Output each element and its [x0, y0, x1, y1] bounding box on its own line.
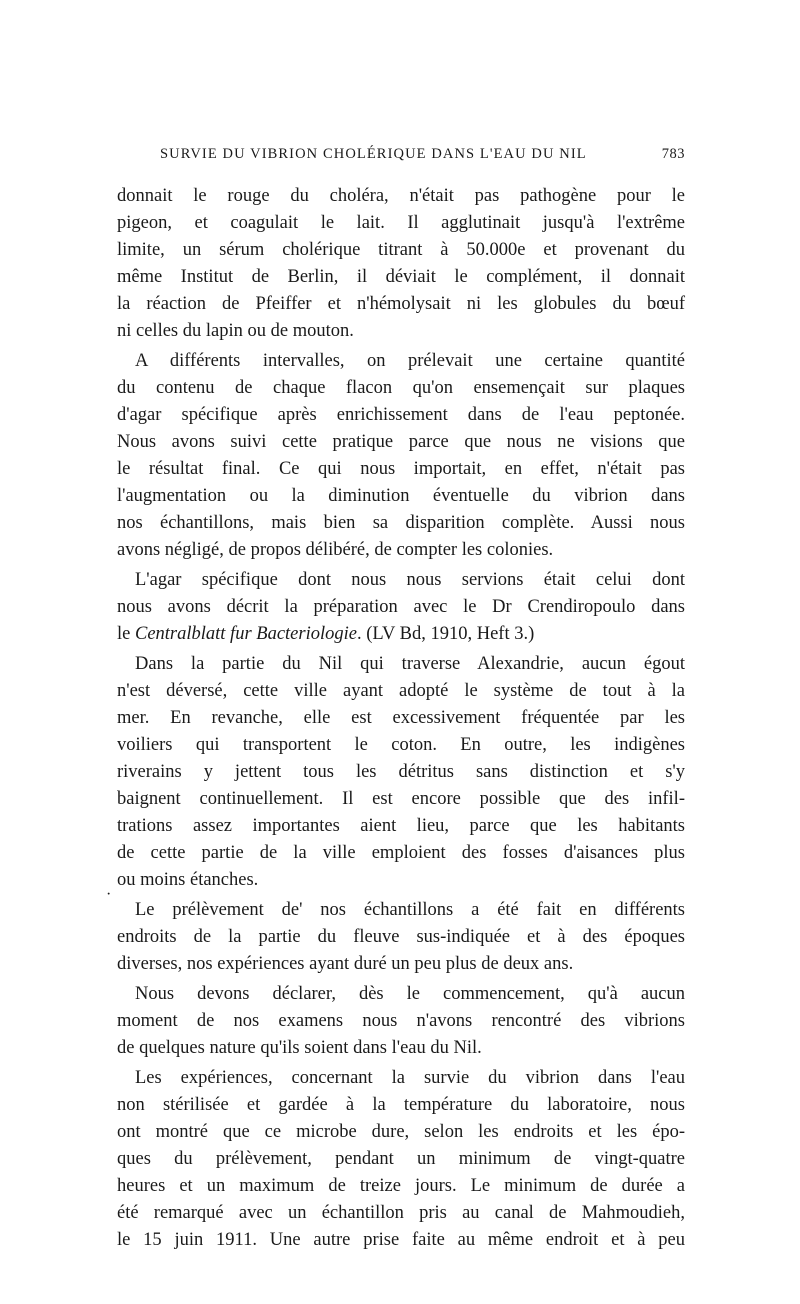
- text-line: du contenu de chaque flacon qu'on ensemençait sur plaques: [117, 378, 685, 398]
- running-title: SURVIE DU VIBRION CHOLÉRIQUE DANS L'EAU DU NIL: [160, 146, 587, 162]
- text-line: Les expériences, concernant la survie du vibrion dans l'eau: [135, 1068, 685, 1088]
- text-segment: . (LV Bd, 1910, Heft 3.): [356, 624, 535, 644]
- text-line: endroits de la partie du fleuve sus-indiquée et à des époques: [117, 927, 685, 947]
- running-head: [160, 146, 685, 170]
- text-line: nos échantillons, mais bien sa disparition complète. Aussi nous: [117, 513, 685, 533]
- text-line: heures et un maximum de treize jours. Le minimum de durée a: [117, 1176, 685, 1196]
- text-line: non stérilisée et gardée à la température du laboratoire, nous: [117, 1095, 685, 1115]
- text-line: L'agar spécifique dont nous nous servions était celui dont: [135, 570, 685, 590]
- text-line: trations assez importantes aient lieu, parce que les habitants: [117, 816, 685, 836]
- text-line: Nous avons suivi cette pratique parce que nous ne visions que: [117, 432, 685, 452]
- margin-dot: ·: [106, 886, 112, 903]
- text-line: de cette partie de la ville emploient des fosses d'aisances plus: [117, 843, 685, 863]
- page-number: 783: [661, 146, 685, 162]
- text-line: la réaction de Pfeiffer et n'hémolysait ni les globules du bœuf: [117, 294, 685, 314]
- text-line: l'augmentation ou la diminution éventuelle du vibrion dans: [117, 486, 685, 506]
- text-line: même Institut de Berlin, il déviait le complément, il donnait: [117, 267, 685, 287]
- text-line: de quelques nature qu'ils soient dans l'eau du Nil.: [117, 1038, 482, 1058]
- text-line: ques du prélèvement, pendant un minimum de vingt-quatre: [117, 1149, 685, 1169]
- text-line: baignent continuellement. Il est encore possible que des infil-: [117, 789, 685, 809]
- text-line: donnait le rouge du choléra, n'était pas pathogène pour le: [117, 186, 685, 206]
- text-line: pigeon, et coagulait le lait. Il agglutinait jusqu'à l'extrême: [117, 213, 685, 233]
- text-line: moment de nos examens nous n'avons rencontré des vibrions: [117, 1011, 685, 1031]
- text-line: le résultat final. Ce qui nous importait, en effet, n'était pas: [117, 459, 685, 479]
- body-text: [117, 183, 685, 1254]
- text-line: avons négligé, de propos délibéré, de compter les colonies.: [117, 540, 554, 560]
- text-line: été remarqué avec un échantillon pris au canal de Mahmoudieh,: [117, 1203, 685, 1223]
- text-line: voiliers qui transportent le coton. En outre, les indigènes: [117, 735, 685, 755]
- text-line-with-italic: [117, 621, 685, 648]
- text-line: le 15 juin 1911. Une autre prise faite au même endroit et à peu: [117, 1230, 685, 1250]
- text-line: ni celles du lapin ou de mouton.: [117, 321, 354, 341]
- text-line: Nous devons déclarer, dès le commencement, qu'à aucun: [135, 984, 685, 1004]
- text-line: d'agar spécifique après enrichissement dans de l'eau peptonée.: [117, 405, 685, 425]
- text-line: A différents intervalles, on prélevait une certaine quantité: [135, 351, 685, 371]
- text-line: ou moins étanches.: [117, 870, 259, 890]
- text-line: diverses, nos expériences ayant duré un peu plus de deux ans.: [117, 954, 574, 974]
- text-line: Dans la partie du Nil qui traverse Alexandrie, aucun égout: [135, 654, 685, 674]
- text-line: limite, un sérum cholérique titrant à 50.000e et provenant du: [117, 240, 685, 260]
- text-line: ont montré que ce microbe dure, selon les endroits et les épo-: [117, 1122, 685, 1142]
- journal-title: Centralblatt fur Bacteriologie: [134, 624, 357, 644]
- text-line: Le prélèvement de' nos échantillons a été fait en différents: [135, 900, 685, 920]
- text-line: nous avons décrit la préparation avec le Dr Crendiropoulo dans: [117, 597, 685, 617]
- text-line: n'est déversé, cette ville ayant adopté le système de tout à la: [117, 681, 685, 701]
- text-line: mer. En revanche, elle est excessivement fréquentée par les: [117, 708, 685, 728]
- text-line: riverains y jettent tous les détritus sans distinction et s'y: [117, 762, 685, 782]
- text-segment: le: [117, 624, 135, 644]
